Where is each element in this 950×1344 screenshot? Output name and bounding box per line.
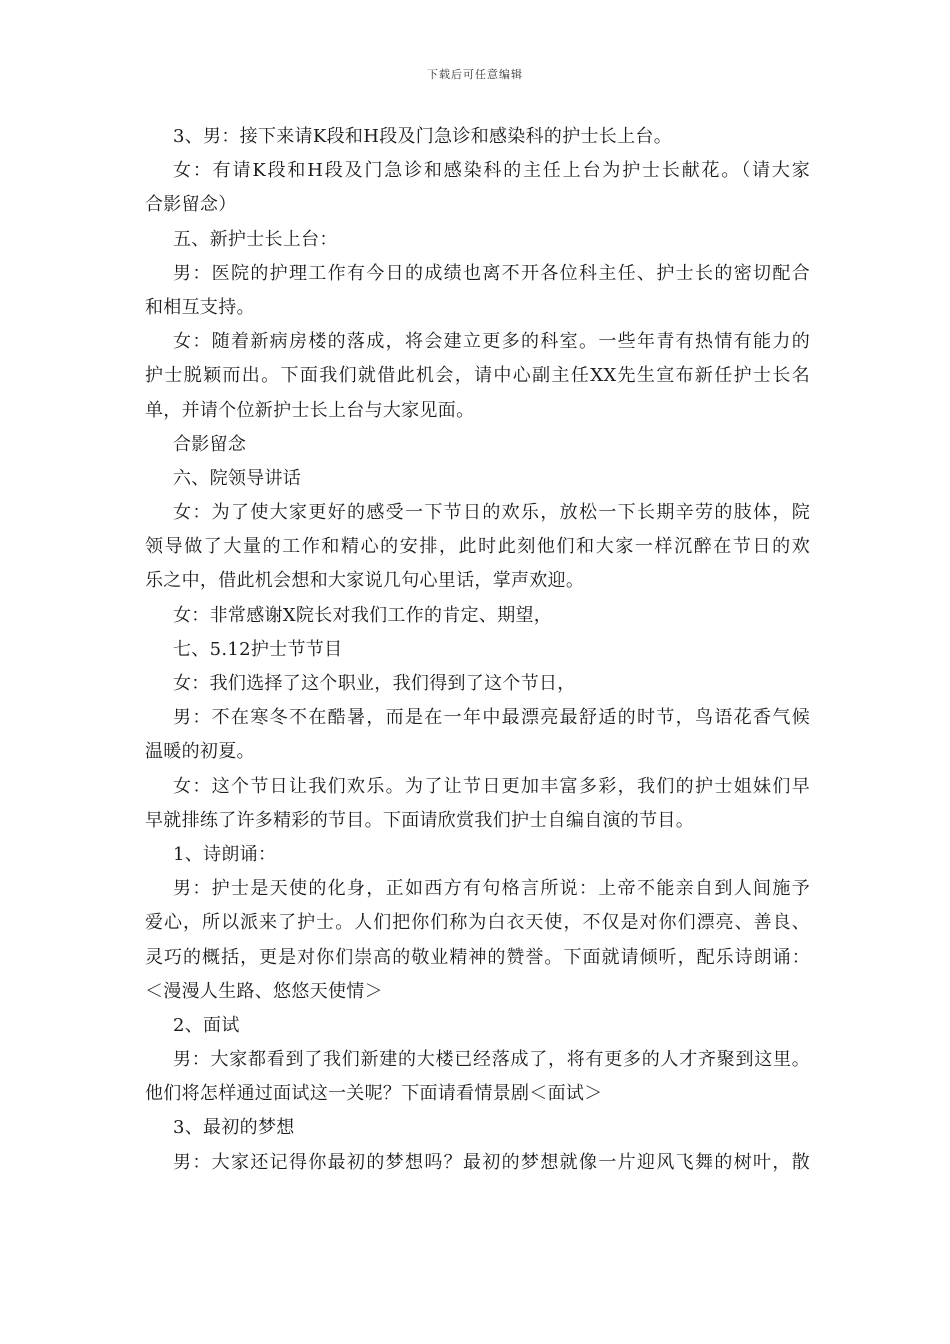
- text-line: 女：非常感谢X院长对我们工作的肯定、期望，: [173, 604, 553, 626]
- text-line: 女：我们选择了这个职业，我们得到了这个节日，: [173, 673, 576, 694]
- text-line: 他们将怎样通过面试这一关呢？下面请看情景剧＜面试＞: [145, 1083, 603, 1105]
- text-line: 男：护士是天使的化身，正如西方有句格言所说：上帝不能亲自到人间施予: [173, 878, 810, 900]
- text-line: 男：大家都看到了我们新建的大楼已经落成了，将有更多的人才齐聚到这里。: [173, 1049, 810, 1071]
- text-line: 女：有请K段和H段及门急诊和感染科的主任上台为护士长献花。（请大家: [173, 160, 810, 182]
- text-line: 护士脱颖而出。下面我们就借此机会，请中心副主任XX先生宣布新任护士长名: [145, 365, 810, 387]
- text-line: 领导做了大量的工作和精心的安排，此时此刻他们和大家一样沉醉在节日的欢: [145, 536, 810, 558]
- text-line: 女：随着新病房楼的落成，将会建立更多的科室。一些年青有热情有能力的: [173, 331, 810, 353]
- text-line: 1、诗朗诵：: [173, 843, 277, 865]
- text-line: 乐之中，借此机会想和大家说几句心里话，掌声欢迎。: [145, 570, 585, 592]
- page-header: 下载后可任意编辑: [427, 68, 523, 81]
- text-line: 早就排练了许多精彩的节目。下面请欣赏我们护士自编自演的节目。: [145, 809, 694, 831]
- text-line: 和相互支持。: [145, 296, 255, 318]
- text-line: 男：医院的护理工作有今日的成绩也离不开各位科主任、护士长的密切配合: [173, 262, 810, 284]
- text-line: 男：大家还记得你最初的梦想吗？最初的梦想就像一片迎风飞舞的树叶，散: [173, 1151, 810, 1173]
- text-line: 灵巧的概括，更是对你们崇高的敬业精神的赞誉。下面就请倾听，配乐诗朗诵：: [145, 946, 810, 968]
- text-line: 合影留念）: [145, 194, 237, 216]
- text-line: 单，并请个位新护士长上台与大家见面。: [145, 399, 475, 421]
- text-line: 六、院领导讲话: [173, 467, 302, 489]
- text-line: 女：为了使大家更好的感受一下节日的欢乐，放松一下长期辛劳的肢体，院: [173, 502, 810, 524]
- text-line: 温暖的初夏。: [145, 741, 255, 763]
- text-line: 合影留念: [173, 433, 247, 455]
- text-line: 女：这个节日让我们欢乐。为了让节日更加丰富多彩，我们的护士姐妹们早: [173, 775, 810, 797]
- text-line: 男：不在寒冬不在酷暑，而是在一年中最漂亮最舒适的时节，鸟语花香气候: [173, 707, 810, 729]
- text-line: ＜漫漫人生路、悠悠天使情＞: [145, 980, 383, 1002]
- text-line: 3、男：接下来请K段和H段及门急诊和感染科的护士长上台。: [173, 126, 672, 147]
- text-line: 爱心，所以派来了护士。人们把你们称为白衣天使，不仅是对你们漂亮、善良、: [145, 912, 810, 934]
- text-line: 2、面试: [173, 1014, 240, 1036]
- text-line: 五、新护士长上台：: [173, 228, 338, 250]
- document-body: [145, 120, 810, 1180]
- text-line: 七、5.12护士节节目: [173, 638, 343, 660]
- text-line: 3、最初的梦想: [173, 1117, 295, 1139]
